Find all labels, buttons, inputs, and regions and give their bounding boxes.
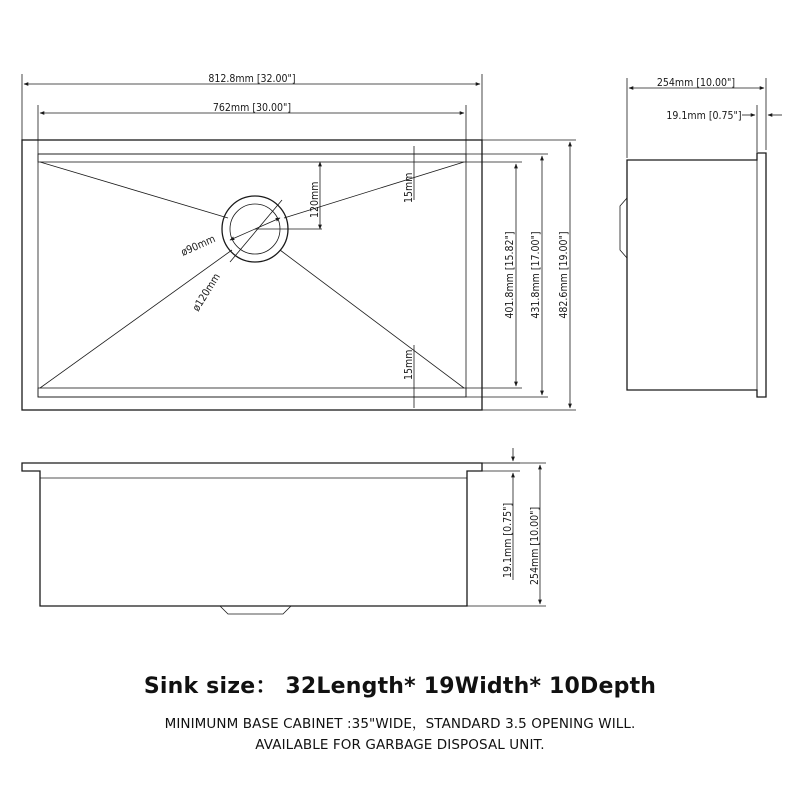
front-profile-outline [22, 463, 482, 606]
inner-width-label: 401.8mm [15.82"] [504, 231, 516, 319]
ledge-top [38, 154, 466, 162]
front-depth-label: 254mm [10.00"] [529, 506, 541, 585]
sink-bowl-outline [38, 154, 466, 397]
ledge-bottom-label: 15mm [403, 349, 415, 380]
sink-size-title: Sink size： 32Length* 19Width* 10Depth [143, 674, 657, 699]
side-depth-label: 254mm [10.00"] [656, 77, 736, 89]
front-view [22, 448, 546, 614]
drain-offset-label: 120mm [309, 181, 321, 218]
cabinet-note-line2: AVAILABLE FOR GARBAGE DISPOSAL UNIT. [255, 737, 545, 753]
overall-width-label: 482.6mm [19.00"] [558, 231, 570, 319]
side-drain-stub [620, 198, 627, 258]
flange-diameter-line [230, 200, 282, 262]
overall-length-label: 812.8mm [32.00"] [208, 73, 296, 85]
drain-diameter-label: ø90mm [179, 233, 218, 259]
slope-line [40, 162, 228, 218]
side-profile-outline [627, 153, 766, 397]
cabinet-note-line1: MINIMUNM BASE CABINET :35"WIDE，STANDARD 3.5 OPENING WILL. [164, 716, 636, 732]
ledge-bottom [38, 388, 466, 397]
inner-length-label: 762mm [30.00"] [212, 102, 292, 114]
ledge-top-label: 15mm [403, 172, 415, 203]
bowl-width-label: 431.8mm [17.00"] [530, 231, 542, 319]
top-view [22, 73, 576, 410]
side-flange-label: 19.1mm [0.75"] [666, 110, 742, 122]
flange-diameter-label: ø120mm [190, 271, 223, 314]
slope-line [280, 250, 464, 388]
slope-line [40, 250, 232, 388]
front-flange-label: 19.1mm [0.75"] [502, 502, 514, 578]
side-view [620, 77, 782, 397]
front-drain-stub [220, 606, 291, 614]
